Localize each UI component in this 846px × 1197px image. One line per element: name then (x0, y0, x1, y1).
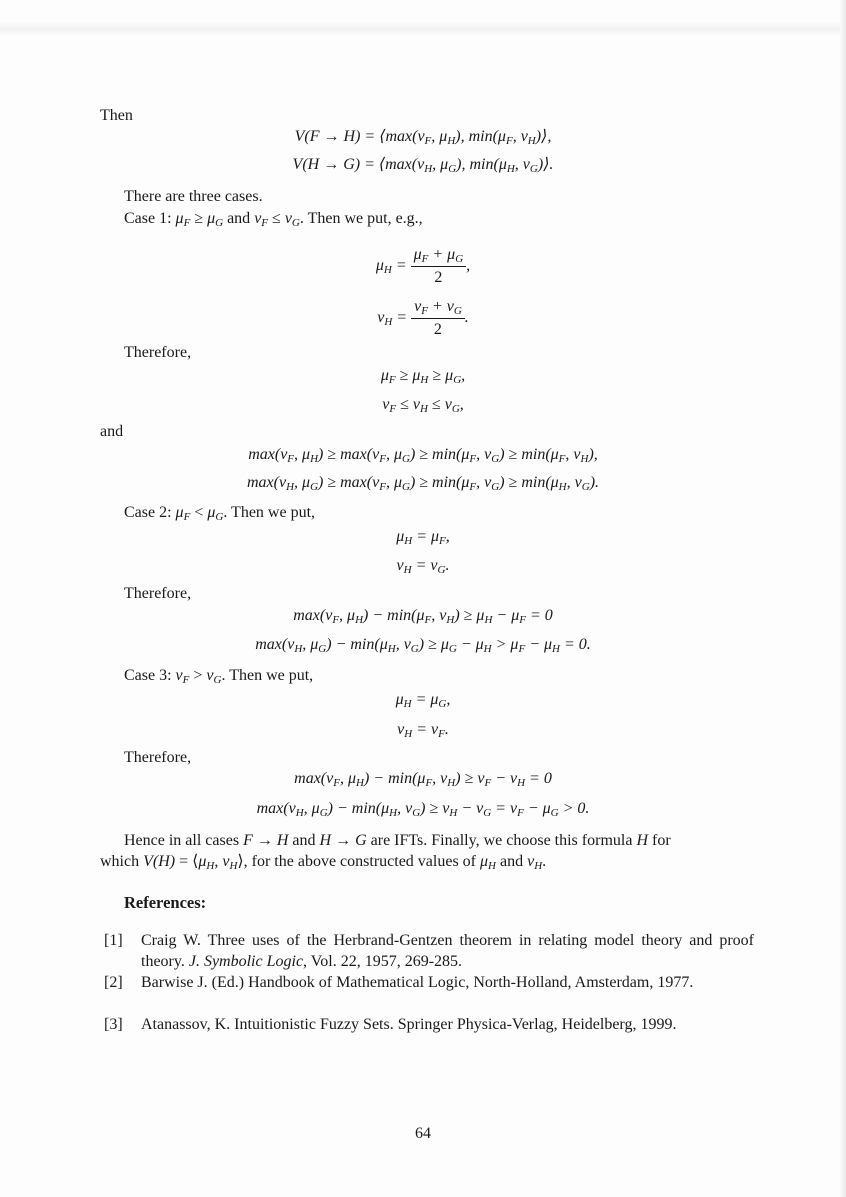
case2-result-2: $\max(\nu_H$, $\mu_G) - \min(\mu_H$, $\nu_G) \ge \mu_G - \mu_H > \mu_F - \mu_H = 0$. (255, 636, 591, 655)
text-and: and (100, 423, 124, 440)
reference-item (104, 930, 754, 972)
text-therefore-2: Therefore, (124, 585, 192, 602)
reference-text: Barwise J. (Ed.) Handbook of Mathematical Logic, North-Holland, Amsterdam, 1977. (141, 974, 694, 991)
equation-case1-nu: $\nu_H$ = $\frac{\nu_F + \nu_G}{2}$ . (377, 298, 469, 338)
reference-journal: J. Symbolic Logic (188, 953, 304, 970)
conclusion-line-2: which $V(H) = ⟨\mu_H$, $\nu_H⟩$, for the above constructed values of $\mu_H$ and $\nu_H$. (100, 853, 547, 872)
text-then: Then (100, 107, 133, 124)
equation-v-h-g: $V(H \to G) = ⟨\max(\nu_H$, $\mu_G$), $\min(\mu_H$, $\nu_G)⟩$. (292, 156, 554, 175)
text-therefore-1: Therefore, (124, 344, 192, 361)
chain-inequality-2: $\max(\nu_H$, $\mu_G) \ge \max(\nu_F$, $\mu_G) \ge \min(\mu_F$, $\nu_G) \ge \min(\mu_H$, $\nu_G$). (246, 474, 600, 493)
equation-case2-nu: $\nu_H = \nu_G$. (396, 557, 450, 576)
reference-item (104, 972, 754, 993)
fraction: $\frac{\nu_F + \nu_G}{2}$ (411, 298, 465, 339)
text-three-cases: There are three cases. (124, 188, 263, 205)
equation-case2-mu: $\mu_H = \mu_F$, (396, 528, 450, 547)
equation-case1-mu: $\mu_H$ = $\frac{\mu_F + \mu_G}{2}$ , (375, 246, 471, 286)
reference-text: Atanassov, K. Intuitionistic Fuzzy Sets. Springer Physica-Verlag, Heidelberg, 1999. (141, 1016, 677, 1033)
reference-number: [1] (104, 932, 123, 949)
equation-case3-nu: $\nu_H = \nu_F$. (397, 721, 449, 740)
case3-result-1: $\max(\nu_F$, $\mu_H) - \min(\mu_F$, $\nu_H) \ge \nu_F - \nu_H = 0$ (294, 770, 552, 789)
equation-case3-mu: $\mu_H = \mu_G$, (395, 691, 451, 710)
equation-v-f-h: $V(F \to H) = ⟨\max(\nu_F$, $\mu_H$), $\min(\mu_F$, $\nu_H)⟩$, (294, 128, 552, 147)
scan-artifact-band (0, 22, 846, 36)
page-number: 64 (415, 1125, 431, 1142)
reference-text: Craig W. Three uses of the Herbrand-Gentzen theorem in relating model theory and proof theory. (141, 932, 754, 970)
case2-result-1: $\max(\nu_F$, $\mu_H) - \min(\mu_F$, $\nu_H) \ge \mu_H - \mu_F = 0$ (293, 607, 553, 626)
case3-intro: Case 3: $\nu_F > \nu_G$. Then we put, (124, 667, 314, 686)
chain-inequality-1: $\max(\nu_F$, $\mu_H) \ge \max(\nu_F$, $\mu_G) \ge \min(\mu_F$, $\nu_G) \ge \min(\mu_F$, $\nu_H$), (248, 446, 598, 465)
case1-intro: Case 1: $\mu_F \ge \mu_G$ and $\nu_F \le \nu_G$. Then we put, e.g., (124, 210, 423, 229)
reference-number: [3] (104, 1016, 123, 1033)
references-heading: References: (124, 893, 207, 912)
conclusion-line-1: Hence in all cases F → H and H → G are IFTs. Finally, we choose this formula H for (124, 832, 671, 849)
case2-intro: Case 2: $\mu_F < \mu_G$. Then we put, (124, 504, 316, 523)
fraction: $\frac{\mu_F + \mu_G}{2}$ (411, 246, 467, 287)
reference-item (104, 1014, 754, 1035)
reference-number: [2] (104, 974, 123, 991)
case3-result-2: $\max(\nu_H$, $\mu_G) - \min(\mu_H$, $\nu_G) \ge \nu_H - \nu_G = \nu_F - \mu_G > 0$. (256, 800, 590, 819)
text-therefore-3: Therefore, (124, 749, 192, 766)
scan-artifact-edge (840, 0, 846, 1197)
inequality-mu: $\mu_F \ge \mu_H \ge \mu_G$, (380, 367, 466, 386)
inequality-nu: $\nu_F \le \nu_H \le \nu_G$, (382, 396, 464, 415)
reference-details: , Vol. 22, 1957, 269-285. (303, 953, 463, 970)
